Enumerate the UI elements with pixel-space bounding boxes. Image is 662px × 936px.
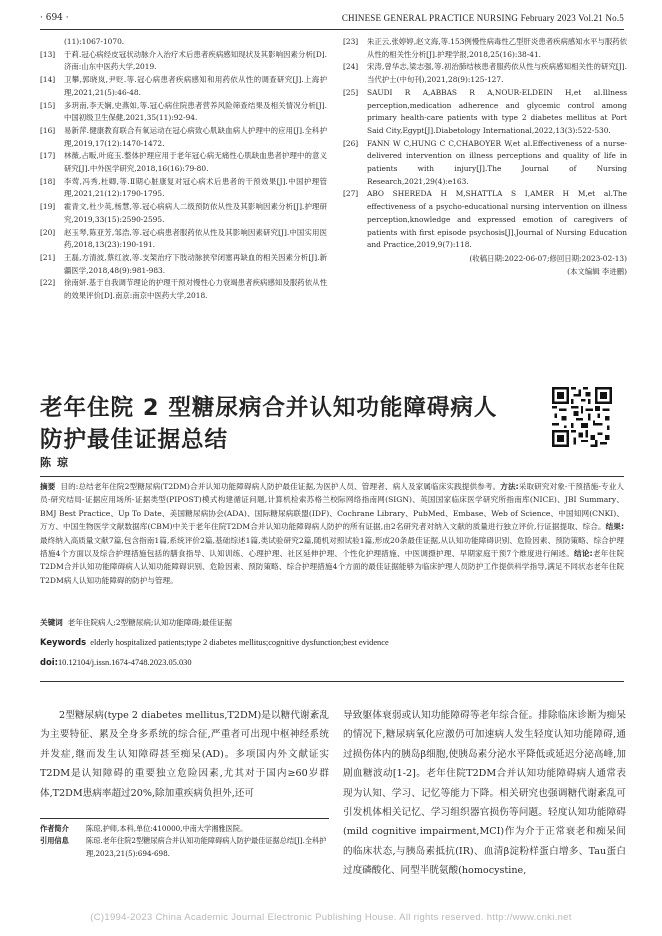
editor-note: (本文编辑 李进鹏) — [567, 266, 627, 276]
references-left-column — [40, 36, 327, 303]
keywords-english: Keywords elderly hospitalized patients;type 2 diabetes mellitus;cognitive dysfunction;best evidence — [40, 637, 389, 647]
reference-item: [16] 易新萍.健康教育联合有氧运动在冠心病致心肌缺血病人护理中的应用[J].全科护理,2019,17(12):1470-1472. — [40, 125, 327, 148]
abstract-method: 采取研究对象-干预措施-专业人员-研究结局-证据应用场所-证据类型(PIPOST)模式构建循证问题,计算机检索苏格兰校际网络指南网(SIGN)、英国国家临床医学研究所指南库(NICE)、JBI Summary、BMJ Best Practice、Up To Date、美国糖尿病协会(ADA)、国际糖尿病联盟(IDF)、Cochrane Library、PubMed、Embase、Web of Science、中国知网(CNKI)、万方、中国生物医学文献数据库(CBM)中关于老年住院T2DM合并认知功能障碍病人防护的所有证据,由2名研究者对纳入文献的质量进行独立评价,行证据提取、综合。 — [40, 482, 625, 532]
reference-item: [25] SAUDI R A,ABBAS R A,NOUR-ELDEIN H,et al.Illness perception,medication adherence and glycemic control among primary health-care patients with type 2 diabetes mellitus at Port Said City,Egypt[J].Diabetology International,2022,13(3):522-530. — [343, 87, 627, 135]
abstract-label: 摘要 — [40, 482, 56, 491]
reference-item: (11):1067-1070. — [64, 37, 125, 46]
reference-item: [24] 宋涛,曾华志,梁志强,等.初治肺结核患者服药依从性与疾病感知相关性的研究[J].当代护士(中旬刊),2021,28(9):125-127. — [343, 62, 627, 85]
reference-item: [22] 徐南妍.基于自我调节理论的护理干预对慢性心力衰竭患者疾病感知及服药依从性的效果评价[D].南京:南京中医药大学,2018. — [40, 278, 327, 301]
article-title: 老年住院 2 型糖尿病合并认知功能障碍病人防护最佳证据总结 — [40, 395, 498, 453]
reference-item: [17] 林薇,占畈,叶庭玉.整体护理应用于老年冠心病无痛性心肌缺血患者护理中的意义研究[J].中外医学研究,2018,16(16):79-80. — [40, 151, 327, 174]
reference-item: [27] ABO SHEREDA H M,SHATTLA S I,AMER H M,et al.The effectiveness of a psycho-educational nursing intervention on illness perception,knowledge and expressed emotion of caregivers of patients with first episode psychosis[J].Journal of Nursing Education and Practice,2019,9(7):118. — [343, 189, 627, 250]
body-text-right: 导致躯体衰弱或认知功能障碍等老年综合征。排除临床诊断为痴呆的情况下,糖尿病氧化应激仍可加速病人发生轻度认知功能障碍,通过损伤体内的胰岛β细胞,使胰岛素分泌水平降低或延迟分泌高峰,加剧血糖波动[1-2]。老年住院T2DM合并认知功能障碍病人通常表现为认知、学习、记忆等能力下降。相关研究也强调糖代谢紊乱可引发机体相关记忆、学习组织器官损伤等问题。轻度认知功能障碍(mild cognitive impairment,MCI)作为介于正常衰老和痴呆间的临床状态,与胰岛素抵抗(IR)、血清β淀粉样蛋白增多、Tau蛋白过度磷酸化、同型半胱氨酸(homocystine, — [343, 710, 626, 877]
body-text-left: 2型糖尿病(type 2 diabetes mellitus,T2DM)是以糖代谢紊乱为主要特征、累及全身多系统的综合征,严重者可出现中枢神经系统并发症,继而发生认知障碍甚至痴呆(AD)。多项国内外文献证实T2DM是认知障碍的重要独立危险因素,尤其对于国内≥60岁群体,T2DM患病率超过20%,除加重疾病负担外,还可 — [40, 710, 329, 799]
abstract-conclusion-label: 结论: — [574, 549, 593, 559]
references-right-column — [343, 36, 627, 278]
abstract-result-label: 结果: — [605, 522, 624, 532]
qr-code-icon — [552, 387, 612, 447]
reference-item: [23] 朱正云,张婷婷,赵文海,等.153例慢性病毒性乙型肝炎患者疾病感知水平与服药依从性的相关性分析[J].护理学报,2018,25(16):38-41. — [343, 37, 628, 59]
reference-item: [26] FANN W C,HUNG C C,CHABOYER W,et al.Effectiveness of a nurse-delivered intervention on illness perceptions and quality of life in patients with injury[J].The Journal of Nursing Research,2021,29(4):e163. — [343, 138, 627, 186]
reference-item: [15] 多玥南,李天娴,史燕如,等.冠心病住院患者营养风险筛查结果及相关情况分析[J].中国初级卫生保健,2021,35(11):92-94. — [40, 100, 327, 123]
abstract — [40, 480, 624, 587]
copyright-footer: (C)1994-2023 China Academic Journal Electronic Publishing House. All rights reserved. http://www.cnki.net — [90, 912, 572, 923]
running-header — [40, 8, 624, 30]
author-info: 作者简介 陈琼,护师,本科,单位:410000,中南大学湘雅医院。 — [40, 824, 248, 833]
journal-running-title: CHINESE GENERAL PRACTICE NURSING February 2023 Vol.21 No.5 — [341, 13, 624, 23]
page-number: · 694 · — [40, 13, 69, 23]
reference-item: [13] 于莉.冠心病经皮冠状动脉介入治疗术后患者疾病感知现状及其影响因素分析[D].济南:山东中医药大学,2019. — [40, 49, 327, 72]
reference-item: [18] 李莺,冯秀,杜卿,等.Ⅱ期心脏康复对冠心病术后患者的干预效果[J].中国护理管理,2021,21(12):1790-1795. — [40, 176, 327, 199]
abstract-objective: 目的:总结老年住院2型糖尿病(T2DM)合并认知功能障碍病人防护最佳证据,为医护人员、管理者、病人及家属临床实践提供参考。 — [60, 482, 501, 491]
reference-item: [14] 卫攀,郭晓岚,尹贬.等.冠心病患者疾病感知和用药依从性的调查研究[J].上海护理,2021,21(5):46-48. — [40, 75, 327, 97]
abstract-result: 最终纳入高质量文献7篇,包含指南1篇,系统评价2篇,基础综述1篇,类试验研究2篇,随机对照试验1篇,形成20条最佳证据,从认知功能障碍识别、危险因素、预防策略、综合护理措施4个方面以及综合护理措施包括的膳食指导、认知训练、心理护理、社区延伸护理、个性化护理措施、中医调摄护理、早期家庭干预7个维度进行阐述。 — [40, 535, 624, 559]
article-footnotes — [40, 818, 329, 860]
reference-item: [20] 赵玉琴,陈亚芳,邹浩,等.冠心病患者服药依从性及其影响因素研究[J].中国实用医药,2018,13(23):190-191. — [40, 227, 327, 250]
keywords-chinese: 关键词 老年住院病人;2型糖尿病;认知功能障碍;最佳证据 — [40, 618, 232, 627]
reference-item: [19] 霍青文,杜少英,杨慧,等.冠心病病人二级预防依从性及其影响因素分析[J].护理研究,2019,33(15):2590-2595. — [40, 202, 327, 224]
article-author: 陈琼 — [40, 456, 74, 469]
citation-info: 引用信息 陈琼.老年住院2型糖尿病合并认知功能障碍病人防护最佳证据总结[J].全科护理,2023,21(5):694-698. — [40, 836, 327, 858]
doi-line: doi:10.12104/j.issn.1674-4748.2023.05.030 — [40, 657, 192, 667]
received-date: (收稿日期:2022-06-07;修回日期:2023-02-13) — [469, 253, 627, 263]
abstract-method-label: 方法: — [500, 482, 519, 491]
abstract-conclusion: 老年住院T2DM合并认知功能障碍病人认知功能障碍识别、危险因素、预防策略、综合护理措施4个方面的最佳证据能够为临床护理人员防护工作提供科学指导,满足不同状态老年住院T2DM病人认知功能障碍的防护与管理。 — [40, 549, 625, 585]
reference-item: [21] 王磊,方清波,蔡红波,等.支架治疗下肢动脉狭窄闭塞再缺血的相关因素分析[J].新疆医学,2018,48(9):981-983. — [40, 252, 327, 275]
